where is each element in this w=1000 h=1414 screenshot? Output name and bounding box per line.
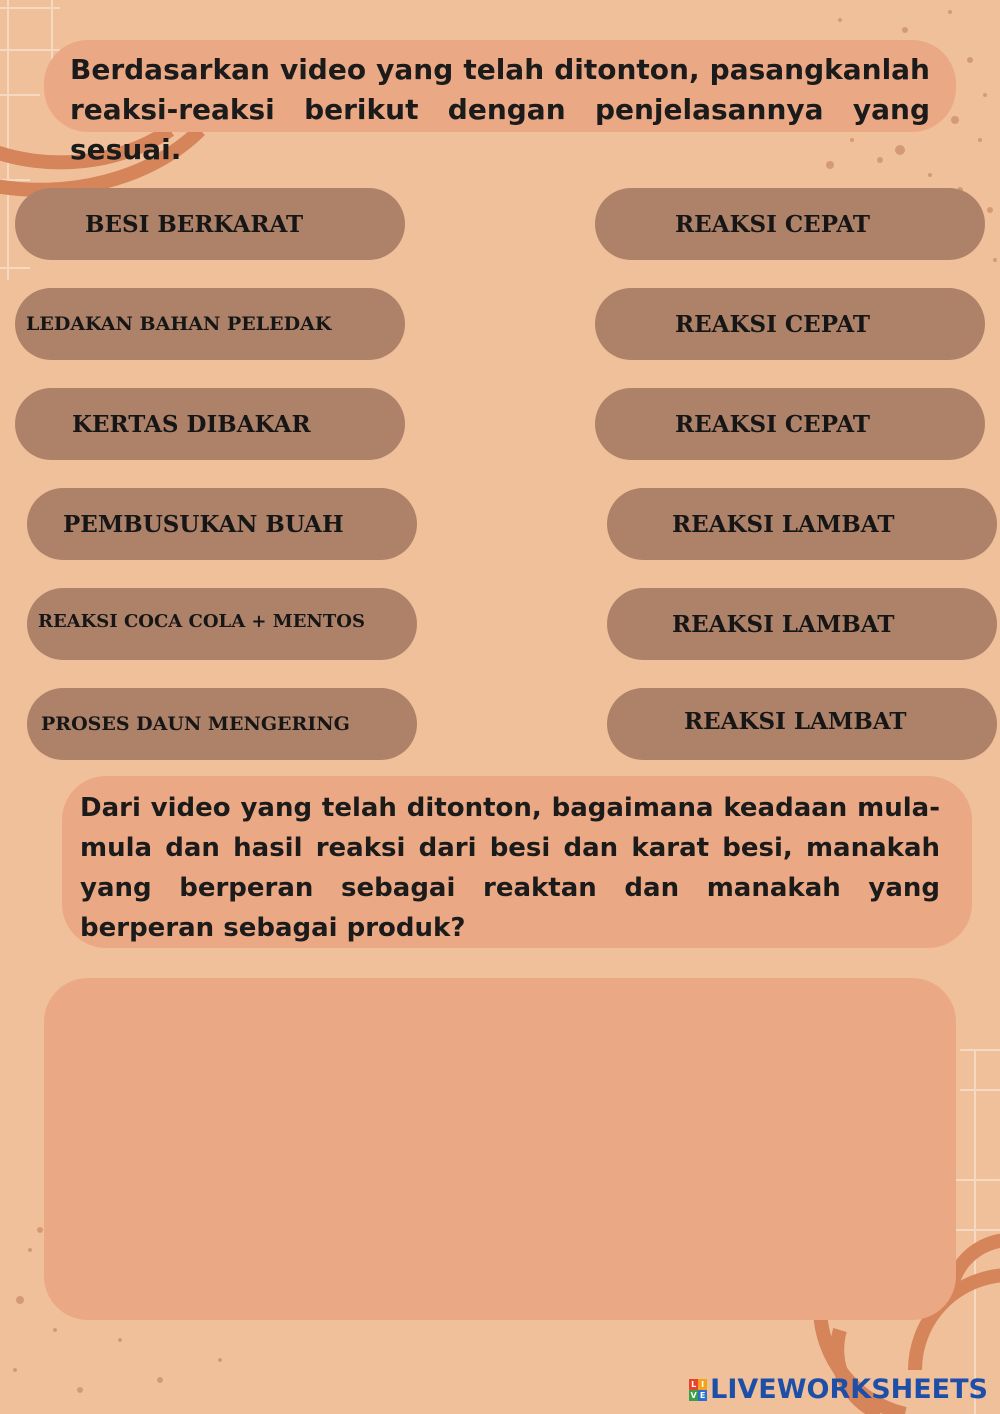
left-item-kertas-dibakar[interactable]: KERTAS DIBAKAR <box>15 388 405 460</box>
question-banner <box>62 776 972 948</box>
brand-name: LIVEWORKSHEETS <box>710 1374 988 1405</box>
answer-input-box[interactable] <box>44 978 956 1320</box>
liveworksheets-icon: L I V E <box>690 1379 706 1400</box>
right-item-reaksi-lambat[interactable]: REAKSI LAMBAT <box>607 588 997 660</box>
right-item-reaksi-cepat[interactable]: REAKSI CEPAT <box>595 188 985 260</box>
left-item-besi-berkarat[interactable]: BESI BERKARAT <box>15 188 405 260</box>
liveworksheets-logo <box>689 1374 988 1405</box>
left-item-coca-cola-mentos[interactable]: REAKSI COCA COLA + MENTOS <box>27 588 417 660</box>
left-item-ledakan-bahan-peledak[interactable]: LEDAKAN BAHAN PELEDAK <box>15 288 405 360</box>
instruction-text: Berdasarkan video yang telah ditonton, pasangkanlah reaksi-reaksi berikut dengan penjelasannya yang sesuai. <box>70 53 930 166</box>
question-text: Dari video yang telah ditonton, bagaimana keadaan mula-mula dan hasil reaksi dari besi dan karat besi, manakah yang berperan sebagai reaktan dan manakah yang berperan sebagai produk? <box>80 793 940 943</box>
right-item-reaksi-cepat[interactable]: REAKSI CEPAT <box>595 388 985 460</box>
left-item-proses-daun-mengering[interactable]: PROSES DAUN MENGERING <box>27 688 417 760</box>
right-item-reaksi-lambat[interactable]: REAKSI LAMBAT <box>607 688 997 760</box>
left-item-pembusukan-buah[interactable]: PEMBUSUKAN BUAH <box>27 488 417 560</box>
right-item-reaksi-lambat[interactable]: REAKSI LAMBAT <box>607 488 997 560</box>
instruction-banner <box>44 40 956 166</box>
right-item-reaksi-cepat[interactable]: REAKSI CEPAT <box>595 288 985 360</box>
